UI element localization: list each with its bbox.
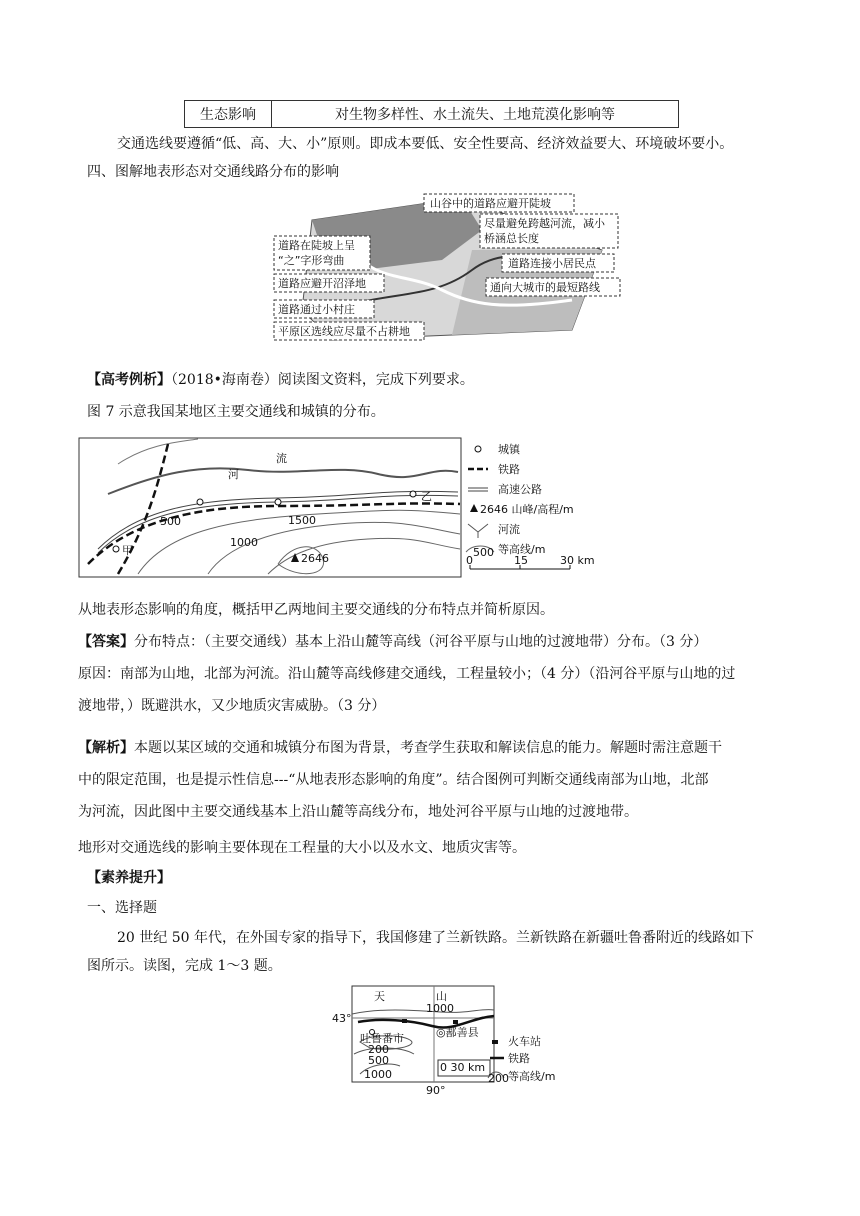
intro-line-1: 20 世纪 50 年代，在外国专家的指导下，我国修建了兰新铁路。兰新铁路在新疆吐鲁番附近的线路如下 <box>117 930 754 946</box>
analysis-head: 【解析】 <box>78 740 134 756</box>
section4-title: 四、图解地表形态对交通线路分布的影响 <box>87 164 339 180</box>
town-yi-marker <box>410 491 416 497</box>
river-label-1: 河 <box>228 468 239 481</box>
terrain-label-5: “之”字形弯曲 <box>278 254 345 267</box>
legend-peak-icon <box>470 504 478 512</box>
legend-river-icon <box>468 524 488 538</box>
analysis-line-2: 中的限定范围，也是提示性信息---“从地表形态影响的角度”。结合图例可判断交通线南部为山地，北部 <box>78 772 709 788</box>
legend-town: 城镇 <box>498 443 520 456</box>
label-1000-bottom: 1000 <box>364 1068 392 1081</box>
table-row-label: 生态影响 <box>185 101 272 128</box>
peak-label: 2646 <box>301 552 329 565</box>
intro-line-2: 图所示。读图，完成 1～3 题。 <box>87 958 282 974</box>
answer-line-2: 原因：南部为山地，北部为河流。沿山麓等高线修建交通线，工程量较小；（4 分）（沿河谷平原与山地的过 <box>78 666 736 682</box>
question-text: 从地表形态影响的角度，概括甲乙两地间主要交通线的分布特点并简析原因。 <box>78 602 554 618</box>
legend-railway: 铁路 <box>508 1052 530 1065</box>
legend-contour: 等高线/m <box>508 1070 556 1083</box>
label-lon: 90° <box>426 1084 446 1096</box>
terrain-label-8: 通向大城市的最短路线 <box>490 281 600 294</box>
figure-caption: 图 7 示意我国某地区主要交通线和城镇的分布。 <box>87 404 385 420</box>
terrain-label-1: 山谷中的道路应避开陡坡 <box>430 197 551 210</box>
legend-highway: 高速公路 <box>498 483 542 496</box>
example-line <box>87 370 474 390</box>
place-yi: 乙 <box>421 490 432 503</box>
map-legend <box>466 442 574 559</box>
legend-contour-sample: 500 <box>473 546 494 559</box>
label-turpan: 吐鲁番市 <box>360 1032 404 1045</box>
contour-label-500: 500 <box>160 515 181 528</box>
answer-line-1: 【答案】分布特点：（主要交通线）基本上沿山麓等高线（河谷平原与山地的过渡地带）分布。（3 分） <box>78 634 708 650</box>
terrain-figure <box>272 190 622 342</box>
label-shanshan: ◎鄯善县 <box>436 1026 479 1039</box>
legend-contour: 等高线/m <box>498 543 546 556</box>
improve-head: 【素养提升】 <box>87 870 171 886</box>
answer-line-3: 渡地带，）既避洪水，又少地质灾害威胁。（3 分） <box>78 698 386 714</box>
terrain-label-6: 道路连接小居民点 <box>508 257 596 270</box>
town-jia-marker <box>113 546 119 552</box>
station-marker <box>453 1020 458 1024</box>
table-row-value: 对生物多样性、水土流失、土地荒漠化影响等 <box>272 101 679 128</box>
answer-head: 【答案】 <box>78 634 134 650</box>
label-1000-top: 1000 <box>426 1002 454 1015</box>
terrain-label-9: 道路通过小村庄 <box>278 303 355 316</box>
transport-map <box>78 434 678 580</box>
analysis-line-3: 为河流，因此图中主要交通线基本上沿山麓等高线分布，地处河谷平原与山地的过渡地带。 <box>78 804 638 820</box>
terrain-label-4: 道路在陡坡上呈 <box>278 239 355 252</box>
section1-title: 一、选择题 <box>87 900 157 916</box>
contour-label-1500: 1500 <box>288 514 316 527</box>
legend-contour-sample: 200 <box>488 1072 509 1085</box>
terrain-label-3: 桥涵总长度 <box>484 232 539 245</box>
river-label-2: 流 <box>276 452 287 465</box>
station-marker <box>402 1019 407 1023</box>
scale-label-0: 0 <box>466 554 473 567</box>
contour-label-1000: 1000 <box>230 536 258 549</box>
legend-railway: 铁路 <box>498 463 520 476</box>
scale-label-30: 30 km <box>560 554 595 567</box>
scale-text: 0 30 km <box>440 1061 486 1074</box>
legend-town-icon <box>475 446 481 452</box>
table-row <box>185 101 679 128</box>
scale-label-15: 15 <box>514 554 528 567</box>
lanxin-railway-map <box>330 982 570 1096</box>
terrain-label-7: 道路应避开沼泽地 <box>278 277 366 290</box>
terrain-label-10: 平原区选线应尽量不占耕地 <box>278 325 410 338</box>
label-200: 200 <box>368 1043 389 1056</box>
town-marker <box>275 499 281 505</box>
legend-peak: 2646 山峰/高程/m <box>480 503 574 516</box>
town-marker <box>197 499 203 505</box>
map-frame <box>79 438 461 577</box>
legend-river: 河流 <box>498 523 520 536</box>
impact-table <box>184 100 679 128</box>
analysis-line-1: 【解析】本题以某区域的交通和城镇分布图为背景，考查学生获取和解读信息的能力。解题时需注意题干 <box>78 740 722 756</box>
terrain-label-2: 尽量避免跨越河流，减小 <box>484 217 605 230</box>
label-tian: 天 <box>374 990 385 1003</box>
analysis-line-4: 地形对交通选线的影响主要体现在工程量的大小以及水文、地质灾害等。 <box>78 840 526 856</box>
example-head: 【高考例析】 <box>87 372 171 388</box>
principle-text: 交通选线要遵循“低、高、大、小”原则。即成本要低、安全性要高、经济效益要大、环境破坏要小。 <box>117 136 734 152</box>
legend-station-icon <box>492 1040 498 1044</box>
label-shan: 山 <box>436 990 447 1003</box>
legend-station: 火车站 <box>508 1035 541 1048</box>
place-jia: 甲 <box>122 544 133 557</box>
example-source: （2018•海南卷）阅读图文资料，完成下列要求。 <box>171 372 474 388</box>
label-lat: 43° <box>332 1012 352 1025</box>
label-500: 500 <box>368 1054 389 1067</box>
